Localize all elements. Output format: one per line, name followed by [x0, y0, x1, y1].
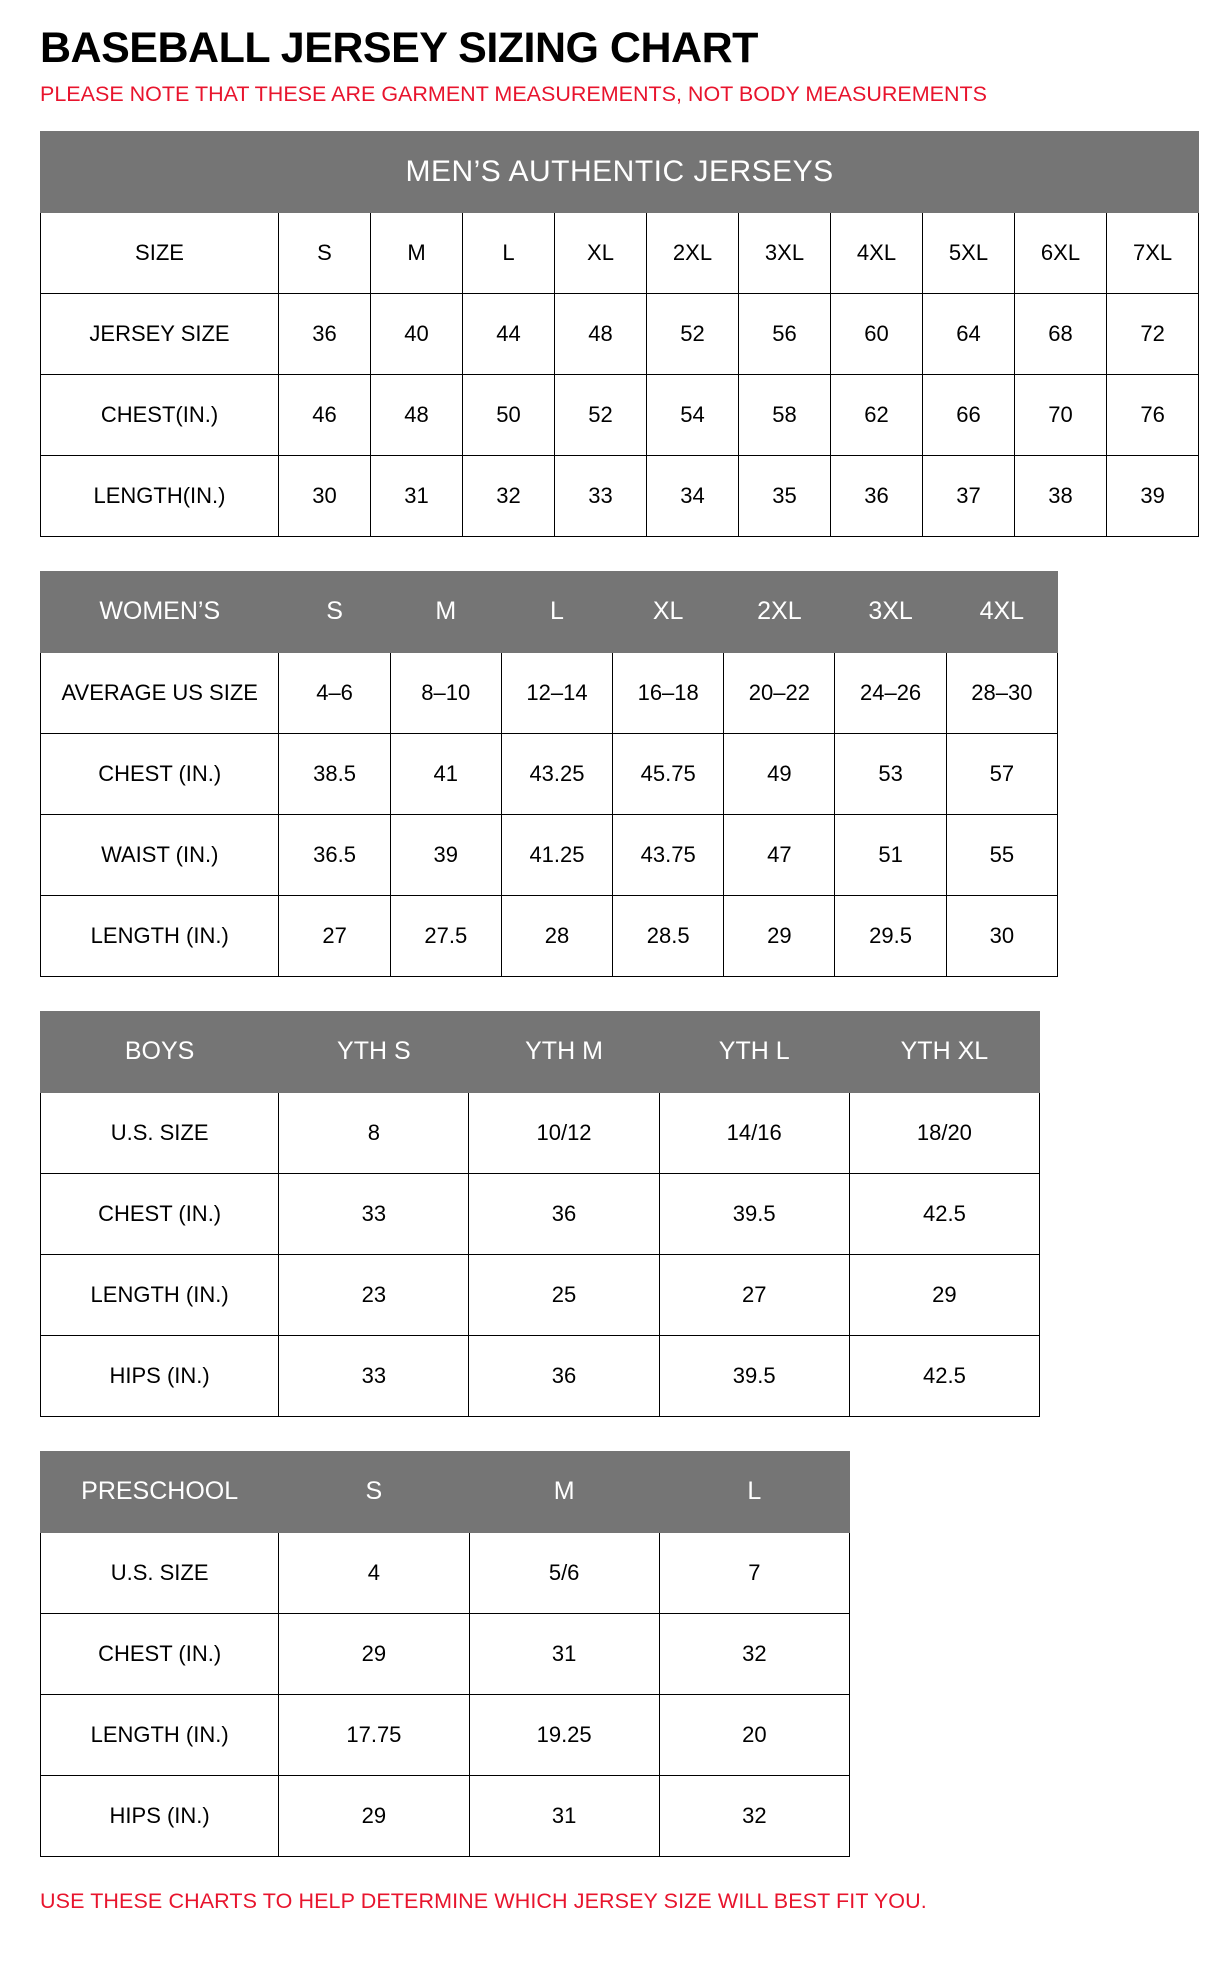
- column-header: M: [469, 1451, 659, 1532]
- table-row: [41, 652, 1058, 733]
- preschool-header-label: PRESCHOOL: [41, 1451, 279, 1532]
- table-cell: 24–26: [835, 652, 946, 733]
- table-cell: 7: [659, 1532, 849, 1613]
- table-cell: 39.5: [659, 1335, 849, 1416]
- row-label: SIZE: [41, 212, 279, 293]
- table-row: [41, 1335, 1040, 1416]
- table-cell: 62: [831, 374, 923, 455]
- table-row: [41, 1613, 850, 1694]
- table-cell: 29: [279, 1613, 469, 1694]
- table-cell: 35: [739, 455, 831, 536]
- row-label: LENGTH(IN.): [41, 455, 279, 536]
- table-cell: 43.25: [501, 733, 612, 814]
- row-label: LENGTH (IN.): [41, 895, 279, 976]
- table-cell: 6XL: [1015, 212, 1107, 293]
- table-cell: 28: [501, 895, 612, 976]
- table-cell: 51: [835, 814, 946, 895]
- row-label: HIPS (IN.): [41, 1335, 279, 1416]
- table-cell: 20–22: [724, 652, 835, 733]
- table-cell: 8: [279, 1092, 469, 1173]
- table-row: [41, 212, 1199, 293]
- mens-banner: MEN’S AUTHENTIC JERSEYS: [41, 131, 1199, 212]
- table-cell: 36: [469, 1173, 659, 1254]
- table-cell: 39.5: [659, 1173, 849, 1254]
- table-cell: 54: [647, 374, 739, 455]
- table-cell: 3XL: [739, 212, 831, 293]
- table-cell: 32: [659, 1613, 849, 1694]
- table-cell: 76: [1107, 374, 1199, 455]
- table-cell: 8–10: [390, 652, 501, 733]
- table-cell: 45.75: [613, 733, 724, 814]
- table-cell: 14/16: [659, 1092, 849, 1173]
- column-header: S: [279, 1451, 469, 1532]
- table-cell: 10/12: [469, 1092, 659, 1173]
- table-row: [41, 1173, 1040, 1254]
- row-label: CHEST (IN.): [41, 1613, 279, 1694]
- table-cell: 16–18: [613, 652, 724, 733]
- table-cell: 72: [1107, 293, 1199, 374]
- table-cell: 41.25: [501, 814, 612, 895]
- column-header: 2XL: [724, 571, 835, 652]
- row-label: U.S. SIZE: [41, 1092, 279, 1173]
- table-cell: 57: [946, 733, 1057, 814]
- table-cell: 55: [946, 814, 1057, 895]
- table-cell: 18/20: [849, 1092, 1039, 1173]
- table-cell: 70: [1015, 374, 1107, 455]
- table-cell: 36.5: [279, 814, 390, 895]
- table-cell: 47: [724, 814, 835, 895]
- table-cell: 17.75: [279, 1694, 469, 1775]
- column-header: YTH M: [469, 1011, 659, 1092]
- column-header: YTH XL: [849, 1011, 1039, 1092]
- table-cell: 68: [1015, 293, 1107, 374]
- boys-header-label: BOYS: [41, 1011, 279, 1092]
- table-cell: S: [279, 212, 371, 293]
- table-row: [41, 1775, 850, 1856]
- table-cell: 20: [659, 1694, 849, 1775]
- table-cell: 31: [469, 1613, 659, 1694]
- table-cell: 29: [849, 1254, 1039, 1335]
- row-label: CHEST(IN.): [41, 374, 279, 455]
- table-cell: 33: [555, 455, 647, 536]
- row-label: WAIST (IN.): [41, 814, 279, 895]
- table-cell: 52: [647, 293, 739, 374]
- table-header-row: [41, 1011, 1040, 1092]
- table-cell: 4: [279, 1532, 469, 1613]
- table-cell: 39: [1107, 455, 1199, 536]
- preschool-sizing-table: [40, 1451, 850, 1857]
- row-label: AVERAGE US SIZE: [41, 652, 279, 733]
- table-cell: 38: [1015, 455, 1107, 536]
- table-cell: 23: [279, 1254, 469, 1335]
- table-cell: 60: [831, 293, 923, 374]
- table-cell: 40: [371, 293, 463, 374]
- table-row: [41, 293, 1199, 374]
- table-cell: 29: [724, 895, 835, 976]
- table-cell: 42.5: [849, 1173, 1039, 1254]
- table-cell: 32: [463, 455, 555, 536]
- table-row: [41, 1694, 850, 1775]
- table-cell: 39: [390, 814, 501, 895]
- table-cell: M: [371, 212, 463, 293]
- table-cell: 53: [835, 733, 946, 814]
- column-header: S: [279, 571, 390, 652]
- table-header-row: [41, 1451, 850, 1532]
- table-cell: 31: [469, 1775, 659, 1856]
- table-cell: 42.5: [849, 1335, 1039, 1416]
- row-label: HIPS (IN.): [41, 1775, 279, 1856]
- womens-header-label: WOMEN’S: [41, 571, 279, 652]
- row-label: LENGTH (IN.): [41, 1694, 279, 1775]
- column-header: 3XL: [835, 571, 946, 652]
- table-cell: 29: [279, 1775, 469, 1856]
- row-label: JERSEY SIZE: [41, 293, 279, 374]
- column-header: L: [659, 1451, 849, 1532]
- table-cell: 28.5: [613, 895, 724, 976]
- table-cell: 36: [831, 455, 923, 536]
- womens-sizing-table: [40, 571, 1058, 977]
- table-row: [41, 455, 1199, 536]
- table-cell: 25: [469, 1254, 659, 1335]
- table-cell: 64: [923, 293, 1015, 374]
- table-cell: 32: [659, 1775, 849, 1856]
- table-row: [41, 131, 1199, 212]
- table-cell: 58: [739, 374, 831, 455]
- table-cell: 49: [724, 733, 835, 814]
- table-row: [41, 1532, 850, 1613]
- table-cell: L: [463, 212, 555, 293]
- table-cell: 27: [659, 1254, 849, 1335]
- row-label: LENGTH (IN.): [41, 1254, 279, 1335]
- table-cell: 30: [946, 895, 1057, 976]
- table-cell: 36: [279, 293, 371, 374]
- table-row: [41, 814, 1058, 895]
- table-cell: 41: [390, 733, 501, 814]
- column-header: M: [390, 571, 501, 652]
- table-cell: 27.5: [390, 895, 501, 976]
- table-cell: 28–30: [946, 652, 1057, 733]
- table-cell: 36: [469, 1335, 659, 1416]
- table-row: [41, 374, 1199, 455]
- table-cell: 34: [647, 455, 739, 536]
- table-cell: 38.5: [279, 733, 390, 814]
- table-cell: 19.25: [469, 1694, 659, 1775]
- table-cell: 56: [739, 293, 831, 374]
- row-label: U.S. SIZE: [41, 1532, 279, 1613]
- table-cell: 43.75: [613, 814, 724, 895]
- table-cell: 37: [923, 455, 1015, 536]
- table-cell: 5/6: [469, 1532, 659, 1613]
- table-row: [41, 1254, 1040, 1335]
- table-cell: 33: [279, 1335, 469, 1416]
- table-cell: 7XL: [1107, 212, 1199, 293]
- table-cell: 27: [279, 895, 390, 976]
- table-cell: 48: [555, 293, 647, 374]
- row-label: CHEST (IN.): [41, 733, 279, 814]
- column-header: 4XL: [946, 571, 1057, 652]
- table-cell: 30: [279, 455, 371, 536]
- table-cell: 46: [279, 374, 371, 455]
- table-cell: 31: [371, 455, 463, 536]
- table-cell: 4–6: [279, 652, 390, 733]
- table-cell: 44: [463, 293, 555, 374]
- table-header-row: [41, 571, 1058, 652]
- footer-note: USE THESE CHARTS TO HELP DETERMINE WHICH JERSEY SIZE WILL BEST FIT YOU.: [40, 1888, 927, 1913]
- mens-sizing-table: [40, 131, 1199, 537]
- table-cell: 66: [923, 374, 1015, 455]
- table-cell: 2XL: [647, 212, 739, 293]
- table-cell: 29.5: [835, 895, 946, 976]
- table-cell: 33: [279, 1173, 469, 1254]
- table-cell: 48: [371, 374, 463, 455]
- column-header: YTH S: [279, 1011, 469, 1092]
- table-row: [41, 895, 1058, 976]
- page-title: BASEBALL JERSEY SIZING CHART: [40, 24, 758, 72]
- table-row: [41, 1092, 1040, 1173]
- table-cell: 12–14: [501, 652, 612, 733]
- boys-sizing-table: [40, 1011, 1040, 1417]
- table-cell: 5XL: [923, 212, 1015, 293]
- garment-measurement-note: PLEASE NOTE THAT THESE ARE GARMENT MEASUREMENTS, NOT BODY MEASUREMENTS: [40, 82, 987, 107]
- column-header: L: [501, 571, 612, 652]
- row-label: CHEST (IN.): [41, 1173, 279, 1254]
- column-header: XL: [613, 571, 724, 652]
- table-cell: 4XL: [831, 212, 923, 293]
- table-row: [41, 733, 1058, 814]
- column-header: YTH L: [659, 1011, 849, 1092]
- table-cell: 52: [555, 374, 647, 455]
- table-cell: XL: [555, 212, 647, 293]
- table-cell: 50: [463, 374, 555, 455]
